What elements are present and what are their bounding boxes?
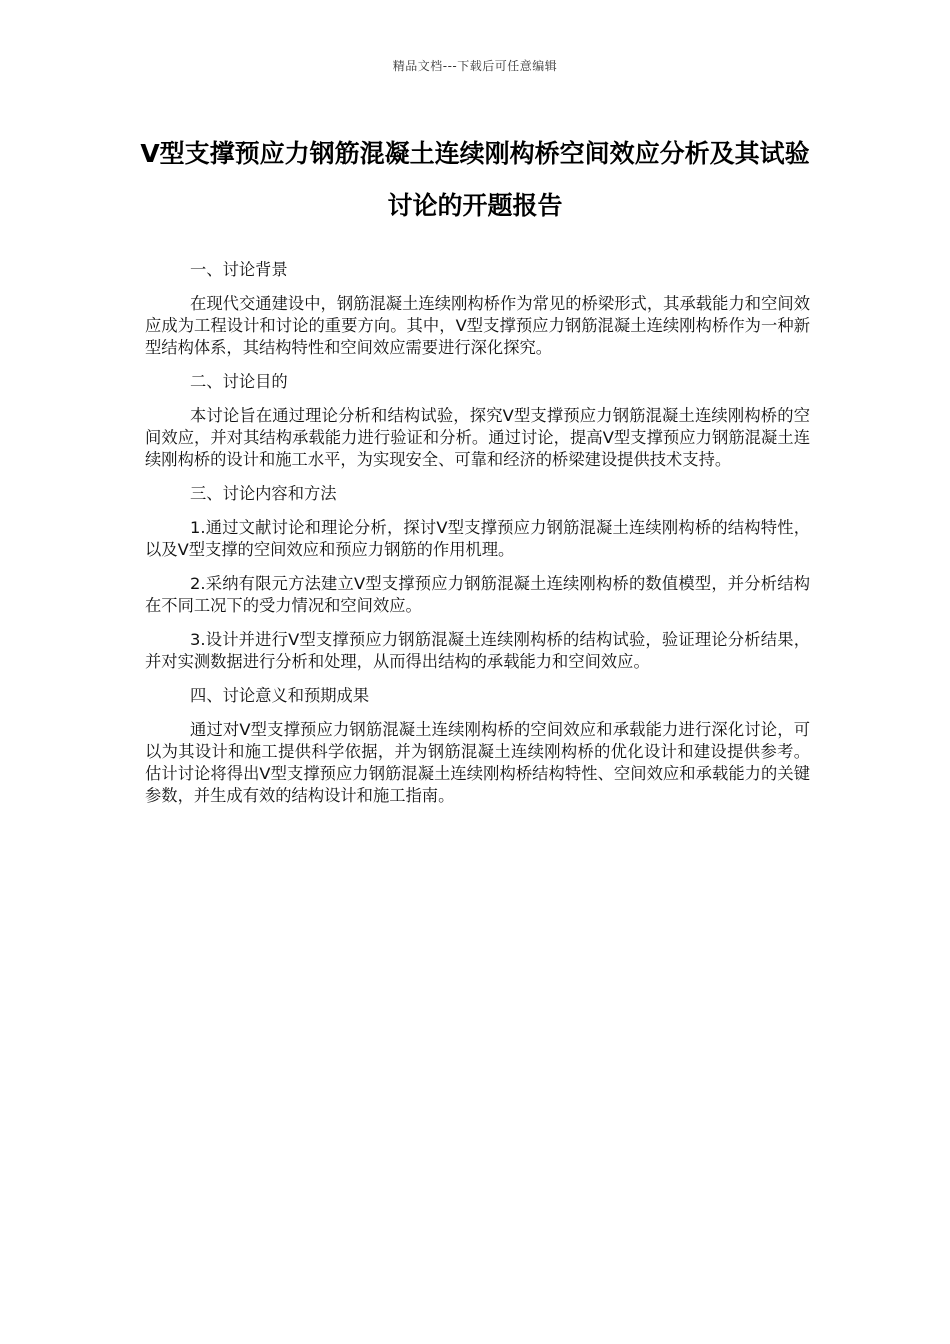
list-item: 2.采纳有限元方法建立V型支撑预应力钢筋混凝土连续刚构桥的数值模型，并分析结构在不同工况下的受力情况和空间效应。 xyxy=(145,574,810,615)
paragraph: 本讨论旨在通过理论分析和结构试验，探究V型支撑预应力钢筋混凝土连续刚构桥的空间效应，并对其结构承载能力进行验证和分析。通过讨论，提高V型支撑预应力钢筋混凝土连续刚构桥的设计和施工水平，为实现安全、可靠和经济的桥梁建设提供技术支持。 xyxy=(145,406,810,469)
document-title: V型支撑预应力钢筋混凝土连续刚构桥空间效应分析及其试验讨论的开题报告 xyxy=(140,139,810,220)
list-item: 3.设计并进行V型支撑预应力钢筋混凝土连续刚构桥的结构试验，验证理论分析结果，并对实测数据进行分析和处理，从而得出结构的承载能力和空间效应。 xyxy=(145,630,810,671)
section-content-methods xyxy=(145,483,810,673)
section-heading: 二、讨论目的 xyxy=(190,372,288,391)
document-body xyxy=(145,259,810,819)
paragraph: 在现代交通建设中，钢筋混凝土连续刚构桥作为常见的桥梁形式，其承载能力和空间效应成为工程设计和讨论的重要方向。其中，V型支撑预应力钢筋混凝土连续刚构桥作为一种新型结构体系，其结构特性和空间效应需要进行深化探究。 xyxy=(145,294,810,357)
header-watermark: 精品文档---下载后可任意编辑 xyxy=(392,59,558,73)
section-purpose xyxy=(145,371,810,471)
paragraph: 通过对V型支撑预应力钢筋混凝土连续刚构桥的空间效应和承载能力进行深化讨论，可以为其设计和施工提供科学依据，并为钢筋混凝土连续刚构桥的优化设计和建设提供参考。估计讨论将得出V型支撑预应力钢筋混凝土连续刚构桥结构特性、空间效应和承载能力的关键参数，并生成有效的结构设计和施工指南。 xyxy=(145,720,810,805)
section-heading: 三、讨论内容和方法 xyxy=(190,484,337,503)
section-heading: 一、讨论背景 xyxy=(190,260,288,279)
section-significance xyxy=(145,685,810,807)
list-item: 1.通过文献讨论和理论分析，探讨V型支撑预应力钢筋混凝土连续刚构桥的结构特性，以及V型支撑的空间效应和预应力钢筋的作用机理。 xyxy=(145,518,810,559)
section-heading: 四、讨论意义和预期成果 xyxy=(190,686,370,705)
section-background xyxy=(145,259,810,359)
